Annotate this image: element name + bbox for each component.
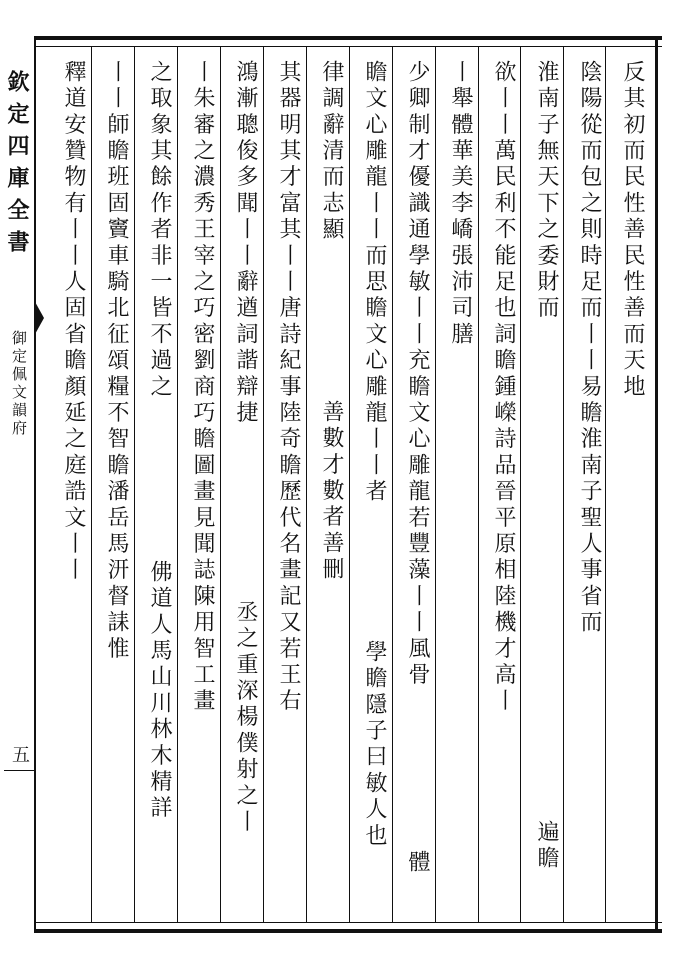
text-column-1: 反其初而民性善民性善而天地: [620, 60, 645, 401]
text-column-8-tail: 善數才數者善刪: [319, 400, 344, 584]
text-column-14: 釋道安贊物有丨丨人固省瞻顏延之庭誥文丨丨: [61, 60, 86, 584]
text-column-12: 之取象其餘作者非一皆不過之: [147, 60, 172, 401]
right-border: [655, 36, 658, 933]
text-column-9: 其器明其才富其丨丨唐詩紀事陸奇瞻歷代名畫記又若王右: [276, 60, 301, 715]
text-column-2: 陰陽從而包之則時足而丨丨易瞻淮南子聖人事省而: [577, 60, 602, 637]
bottom-border: [34, 929, 662, 933]
text-column-12-tail: 佛道人馬山川林木精詳: [147, 560, 172, 822]
text-column-7: 瞻文心雕龍丨丨而思瞻文心雕龍丨丨者: [362, 60, 387, 506]
spine-subtitle: 御定佩文韻府: [10, 330, 28, 438]
top-border-inner: [34, 46, 662, 47]
page-number: 五: [9, 745, 30, 763]
text-column-3-tail: 遍瞻: [534, 820, 559, 873]
bottom-border-inner: [34, 922, 662, 923]
text-column-5: 丨舉體華美李嶠張沛司膳: [448, 60, 473, 349]
text-column-4: 欲丨丨萬民利不能足也詞瞻鍾嶸詩品晉平原相陸機才高丨: [491, 60, 516, 715]
text-column-3: 淮南子無天下之委財而: [534, 60, 559, 322]
spine-title: 欽定四庫全書: [4, 70, 30, 262]
page-number-rule: [4, 770, 34, 771]
text-column-10: 鴻漸聰俊多聞丨丨辭遒詞諧辯捷: [233, 60, 258, 427]
text-column-10-tail: 丞之重深楊僕射之丨: [233, 600, 258, 836]
spine-border: [34, 40, 36, 930]
text-column-7-tail: 學瞻隱子曰敏人也: [362, 640, 387, 850]
text-column-8: 律調辭清而志顯: [319, 60, 344, 244]
text-column-13: 丨丨師瞻班固竇車騎北征頌糧不智瞻潘岳馬汧督誄惟: [104, 60, 129, 663]
text-column-11: 丨朱審之濃秀王宰之巧密劉商巧瞻圖畫見聞誌陳用智工畫: [190, 60, 215, 715]
top-border: [34, 36, 662, 40]
text-column-6: 少卿制才優識通學敏丨丨充瞻文心雕龍若豐藻丨丨風骨: [405, 60, 430, 689]
text-column-6-tail: 體: [405, 850, 430, 877]
